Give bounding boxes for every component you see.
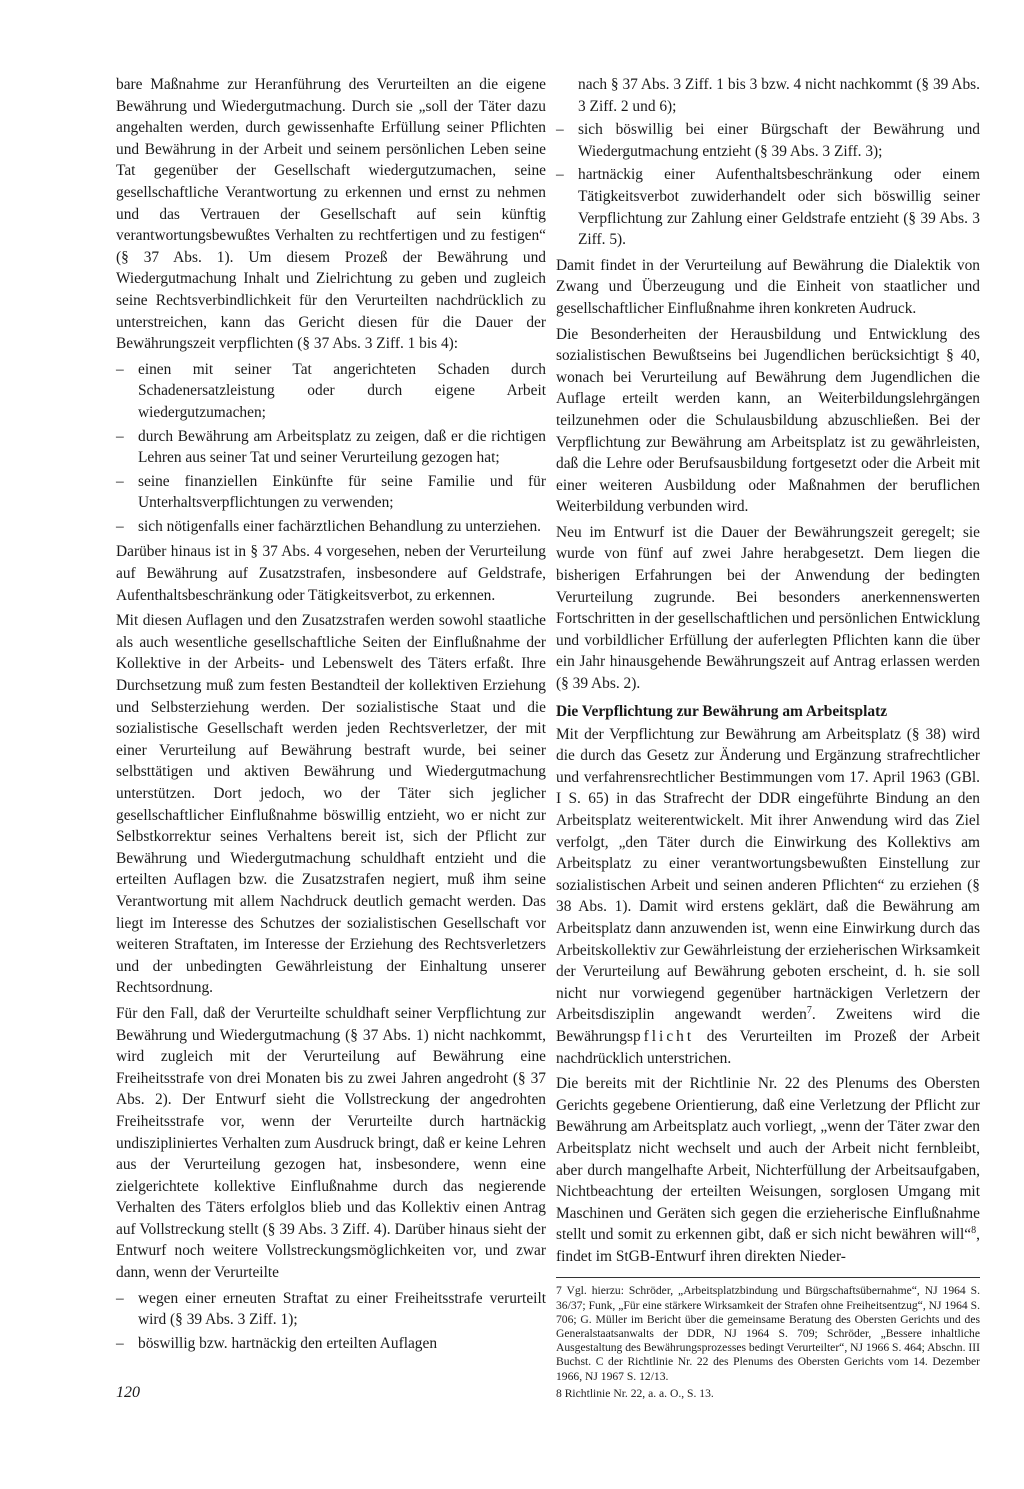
footnote: 8 Richtlinie Nr. 22, a. a. O., S. 13. (556, 1386, 714, 1400)
continuation-text: nach § 37 Abs. 3 Ziff. 1 bis 3 bzw. 4 nicht nachkommt (§ 39 Abs. 3 Ziff. 2 und 6); (578, 76, 980, 115)
enforcement-list-continued (556, 74, 980, 251)
list-item: – durch Bewährung am Arbeitsplatz zu zeigen, daß er die richtigen Lehren aus seiner Tat und seiner Verurteilung gezogen hat; (116, 426, 546, 469)
list-item: – einen mit seiner Tat angerichteten Schaden durch Schadenersatzleistung oder durch eigene Arbeit wiedergutzumachen; (116, 359, 546, 424)
list-item-continuation (556, 74, 980, 117)
list-item: – sich nötigenfalls einer fachärztlichen Behandlung zu unterziehen. (116, 516, 546, 538)
paragraph: Für den Fall, daß der Verurteilte schuldhaft seiner Verpflichtung zur Bewährung und Wiedergutmachung (§ 37 Abs. 1) nicht nachkommt, wird zugleich mit der Verurteilung auf Bewährung eine Freiheitsstrafe von drei Monaten bis zu zwei Jahren angedroht (§ 37 Abs. 2). Der Entwurf sieht die Vollstreckung der angedrohten Freiheitsstrafe vor, wenn der Verurteilte durch hartnäckig undiszipliniertes Verhalten zum Ausdruck bringt, daß er keine Lehren aus der Verurteilung gezogen hat, insbesondere, wenn eine zielgerichtete kollektive Einflußnahme durch das negierende Verhalten des Täters erfolglos blieb und das Kollektiv einen Antrag auf Vollstreckung stellt (§ 39 Abs. 3 Ziff. 4). Darüber hinaus sieht der Entwurf noch weitere Vollstreckungsmöglichkeiten vor, und zwar dann, wenn der Verurteilte (116, 1004, 546, 1282)
list-item: – sich böswillig bei einer Bürgschaft der Bewährung und Wiedergutmachung entzieht (§ 39 Abs. 3 Ziff. 3); (556, 119, 980, 162)
paragraph: Damit findet in der Verurteilung auf Bewährung die Dialektik von Zwang und Überzeugung und die Einheit von staatlicher und gesellschaftlicher Einflußnahme ihren konkreten Audruck. (556, 256, 980, 317)
footnotes (556, 1277, 980, 1401)
list-item: – seine finanziellen Einkünfte für seine Familie und für Unterhaltsverpflichtungen zu verwenden; (116, 471, 546, 514)
footnote-marker: 8 (971, 1225, 977, 1237)
paragraph: bare Maßnahme zur Heranführung des Verurteilten an die eigene Bewährung und Wiedergutmachung. Durch sie „soll der Täter dazu angehalten werden, durch gewissenhafte Erfüllung seiner Pflichten und Bewährung in der Arbeit und seinem persönlichen Leben seine Tat gegenüber der Gesellschaft wiedergutzumachen, seine gesellschaftliche Verantwortung zu erkennen und ernst zu nehmen und das Vertrauen der Gesellschaft auf sein künftig verantwortungsbewußtes Verhalten zu rechtfertigen und zu festigen“ (§ 37 Abs. 1). Um diesem Prozeß der Bewährung und Wiedergutmachung Inhalt und Zielrichtung zu geben und zugleich seine Rechtsverbindlichkeit für den Verurteilten nachdrücklich zu unterstreichen, kann das Gericht diesen für die Dauer der Bewährungszeit verpflichten (§ 37 Abs. 3 Ziff. 1 bis 4): (116, 76, 546, 353)
text-run: des Verurteilten im Prozeß der Arbeit nachdrücklich unterstrichen. (556, 1027, 980, 1067)
paragraph: Mit diesen Auflagen und den Zusatzstrafen werden sowohl staatliche als auch wesentliche gesellschaftliche Seiten der Einflußnahme der Kollektive in der Arbeits- und Lebenswelt des Täters erfaßt. Ihre Durchsetzung muß zum festen Bestandteil der kollektiven Erziehung und Selbsterziehung werden. Der sozialistische Staat und die sozialistische Gesellschaft werden jeden Rechtsverletzer, der mit einer Verurteilung auf Bewährung bestraft wurde, bei seiner selbsttätigen und aktiven Bewährung und Wiedergutmachung unterstützen. Dort jedoch, wo der Täter sich jeglicher gesellschaftlicher Einflußnahme böswillig entzieht, wo er nicht zur Selbstkorrektur seines Verhaltens bereit ist, sich der Pflicht zur Bewährung und Wiedergutmachung schuldhaft entzieht und die erteilten Auflagen bzw. die Zusatzstrafen negiert, muß ihm seine Verantwortung mit allem Nachdruck deutlich gemacht werden. Das liegt im Interesse des Schutzes der sozialistischen Gesellschaft vor weiteren Straftaten, im Interesse der Erziehung des Rechtsverletzers und der unbedingten Gewährleistung der Einhaltung unserer Rechtsordnung. (116, 612, 546, 997)
left-column (116, 74, 546, 1358)
paragraph (556, 1073, 980, 1267)
emphasized-text: pflicht (632, 1027, 695, 1045)
paragraph: Neu im Entwurf ist die Dauer der Bewährungszeit geregelt; sie wurde von fünf auf zwei Jahre herabgesetzt. Dem liegen die bisherigen Erfahrungen bei der Anwendung der bedingten Verurteilung zugrunde. Bei besonders anerkennenswerten Fortschritten in der gesellschaftlichen und persönlichen Entwicklung und vorbildlicher Erfüllung der auferlegten Pflichten kann die über ein Jahr hinausgehende Bewährungszeit auf Antrag erlassen werden (§ 39 Abs. 2). (556, 523, 980, 693)
list-item: – hartnäckig einer Aufenthaltsbeschränkung oder einem Tätigkeitsverbot zuwiderhandelt oder sich böswillig seiner Verpflichtung zur Zahlung einer Geldstrafe entzieht (§ 39 Abs. 3 Ziff. 5). (556, 164, 980, 250)
paragraph: Darüber hinaus ist in § 37 Abs. 4 vorgesehen, neben der Verurteilung auf Bewährung auf Zusatzstrafen, insbesondere auf Geldstrafe, Aufenthaltsbeschränkung oder Tätigkeitsverbot, zu erkennen. (116, 543, 546, 604)
right-column (556, 74, 980, 1404)
text-run: , findet im StGB-Entwurf ihren direkten Nieder- (556, 1226, 980, 1265)
enforcement-list (116, 1288, 546, 1355)
section-heading: Die Verpflichtung zur Bewährung am Arbeitsplatz (556, 702, 888, 720)
list-item: – böswillig bzw. hartnäckig den erteilten Auflagen (116, 1333, 546, 1355)
obligations-list (116, 359, 546, 538)
footnote-marker: 7 (806, 1005, 812, 1017)
page-number: 120 (116, 1384, 140, 1401)
text-run: Mit der Verpflichtung zur Bewährung am Arbeitsplatz (§ 38) wird die durch das Gesetz zur Änderung und Ergänzung strafrechtlicher und verfahrensrechtlicher Bestimmungen vom 17. April 1963 (GBl. I S. 65) in das Strafrecht der DDR eingeführte Bindung an den Arbeitsplatz weiterentwickelt. Mit ihrer Anwendung wird das Ziel verfolgt, „den Täter durch die Einwirkung des Kollektivs am Arbeitsplatz zu einer verantwortungsbewußten Einstellung zur sozialistischen Arbeit und seinen anderen Pflichten“ zu erziehen (§ 38 Abs. 1). Damit wird erstens geklärt, daß die Bewährung am Arbeitsplatz dann anzuwenden ist, wenn eine Einwirkung durch das Arbeitskollektiv zur Gewährleistung der erzieherischen Wirksamkeit der Verurteilung auf Bewährung geboten erscheint, d. h. sie soll nicht nur vorwiegend gegenüber hartnäckigen Verletzern der Arbeitsdisziplin angewandt werden (556, 725, 980, 1024)
footnote: 7 Vgl. hierzu: Schröder, „Arbeitsplatzbindung und Bürgschaftsübernahme“, NJ 1964 S. 36/37; Funk, „Für eine stärkere Wirksamkeit der Strafen ohne Freiheitsentzug“, NJ 1964 S. 706; G. Müller im Bericht über die gemeinsame Beratung des Obersten Gerichts und des Generalstaatsanwalts der DDR, NJ 1964 S. 709; Schröder, „Bessere inhaltliche Ausgestaltung des Bewährungsprozesses bedingt Verurteilter“, NJ 1966 S. 464; Abschn. III Buchst. C der Richtlinie Nr. 22 des Plenums des Obersten Gerichts vom 14. Dezember 1966, NJ 1967 S. 12/13. (556, 1284, 980, 1383)
text-run: Die bereits mit der Richtlinie Nr. 22 des Plenums des Obersten Gerichts gegebene Orientierung, daß eine Verletzung der Pflicht zur Bewährung am Arbeitsplatz auch vorliegt, „wenn der Täter zwar den Arbeitsplatz nicht wechselt und auch der Arbeit nicht fernbleibt, aber durch mangelhafte Arbeit, Nichterfüllung der Arbeitsaufgaben, Nichtbeachtung der erteilten Weisungen, sorglosen Umgang mit Maschinen und Geräten sich gegen die erzieherische Einflußnahme stellt und somit zu erkennen gibt, daß er sich nicht bewähren will“ (556, 1075, 980, 1244)
paragraph: Die Besonderheiten der Herausbildung und Entwicklung des sozialistischen Bewußtseins bei Jugendlichen berücksichtigt § 40, wonach bei Verurteilung auf Bewährung dem Jugendlichen die Auflage erteilt werden kann, an Weiterbildungslehrgängen teilzunehmen oder die Schulausbildung abzuschließen. Bei der Verpflichtung zur Bewährung am Arbeitsplatz ist zu gewährleisten, daß die Lehre oder Berufsausbildung fortgesetzt oder die Arbeit mit einer weiteren Ausbildung oder Maßnahmen der beruflichen Weiterbildung verbunden wird. (556, 325, 980, 516)
text-run: . Zweitens wird die Bewährungs (556, 1006, 980, 1045)
list-item: – wegen einer erneuten Straftat zu einer Freiheitsstrafe verurteilt wird (§ 39 Abs. 3 Ziff. 1); (116, 1288, 546, 1331)
paragraph (556, 724, 980, 1070)
